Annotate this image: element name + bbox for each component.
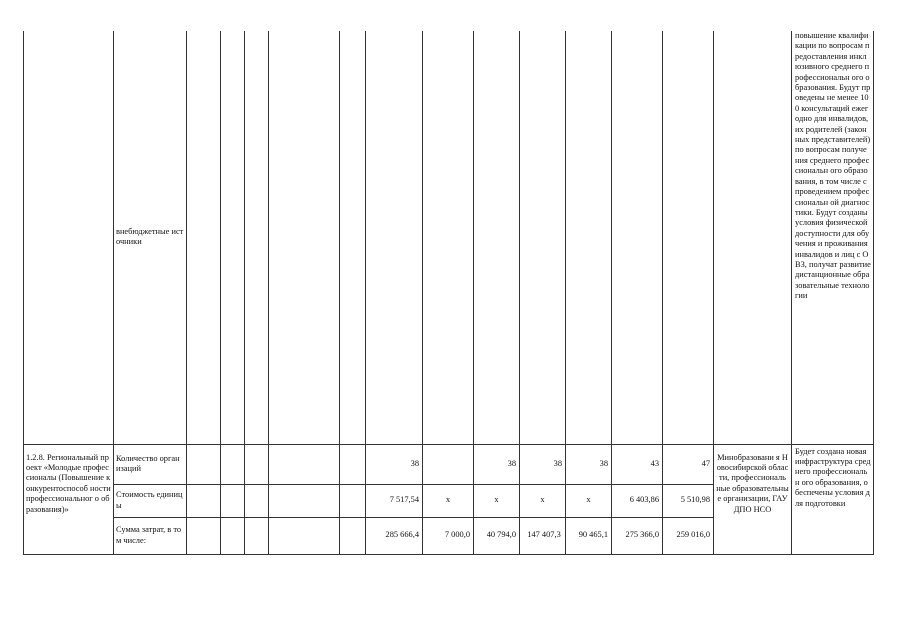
project-title-cell bbox=[24, 444, 114, 554]
value-cell: x bbox=[474, 484, 520, 517]
value-cell: 6 403,86 bbox=[612, 484, 663, 517]
value-cell: 38 bbox=[520, 444, 566, 484]
row-label: Сумма затрат, в том числе: bbox=[114, 517, 187, 554]
table-row-count bbox=[24, 444, 874, 484]
value-cell: x bbox=[566, 484, 612, 517]
executor-text: Минобразовани я Новосибирской области, профессиональ ные образовательны е организации, ГАУ ДПО НСО bbox=[716, 452, 789, 514]
funding-source-text: внебюджетные источники bbox=[116, 226, 184, 247]
value-cell: 275 366,0 bbox=[612, 517, 663, 554]
executor-cell bbox=[714, 444, 792, 554]
funding-source-cell bbox=[114, 31, 187, 444]
value-cell: 43 bbox=[612, 444, 663, 484]
value-cell: 285 666,4 bbox=[366, 517, 423, 554]
value-cell: 7 000,0 bbox=[423, 517, 474, 554]
value-cell: 40 794,0 bbox=[474, 517, 520, 554]
value-cell: 38 bbox=[366, 444, 423, 484]
budget-table bbox=[23, 31, 874, 555]
value-cell: 38 bbox=[566, 444, 612, 484]
project-result-cell bbox=[792, 444, 874, 554]
table-row-extrabudgetary bbox=[24, 31, 874, 444]
value-cell: 147 407,3 bbox=[520, 517, 566, 554]
row-label: Количество организаций bbox=[114, 444, 187, 484]
result-description-text: повышение квалификации по вопросам предоставления инклюзивного среднего профессиональн ого образования. Будут проведены не менее 100 консультаций ежегодно для инвалидов, их родителей (законных представителей) по вопросам получения среднего профессиональн ого образования, в том числе с проведением профессиональн ой диагностики. Будут созданы условия физической доступности для обучения и проживания инвалидов и лиц с ОВЗ, получат развитие дистанционные образовательные технологии bbox=[795, 31, 871, 301]
value-cell: x bbox=[423, 484, 474, 517]
project-title: 1.2.8. Региональный проект «Молодые профессионалы (Повышение конкурентоспособ ности профессиональног о образования)» bbox=[26, 452, 111, 514]
value-cell: 7 517,54 bbox=[366, 484, 423, 517]
value-cell: 259 016,0 bbox=[663, 517, 714, 554]
value-cell: 47 bbox=[663, 444, 714, 484]
value-cell: 90 465,1 bbox=[566, 517, 612, 554]
value-cell: 38 bbox=[474, 444, 520, 484]
project-cell-empty bbox=[24, 31, 114, 444]
project-result-text: Будет создана новая инфраструктура среднего профессиональн ого образования, обеспечены условия для подготовки bbox=[795, 446, 871, 508]
value-cell bbox=[423, 444, 474, 484]
value-cell: 5 510,98 bbox=[663, 484, 714, 517]
value-cell: x bbox=[520, 484, 566, 517]
result-description-cell bbox=[792, 31, 874, 444]
row-label: Стоимость единицы bbox=[114, 484, 187, 517]
